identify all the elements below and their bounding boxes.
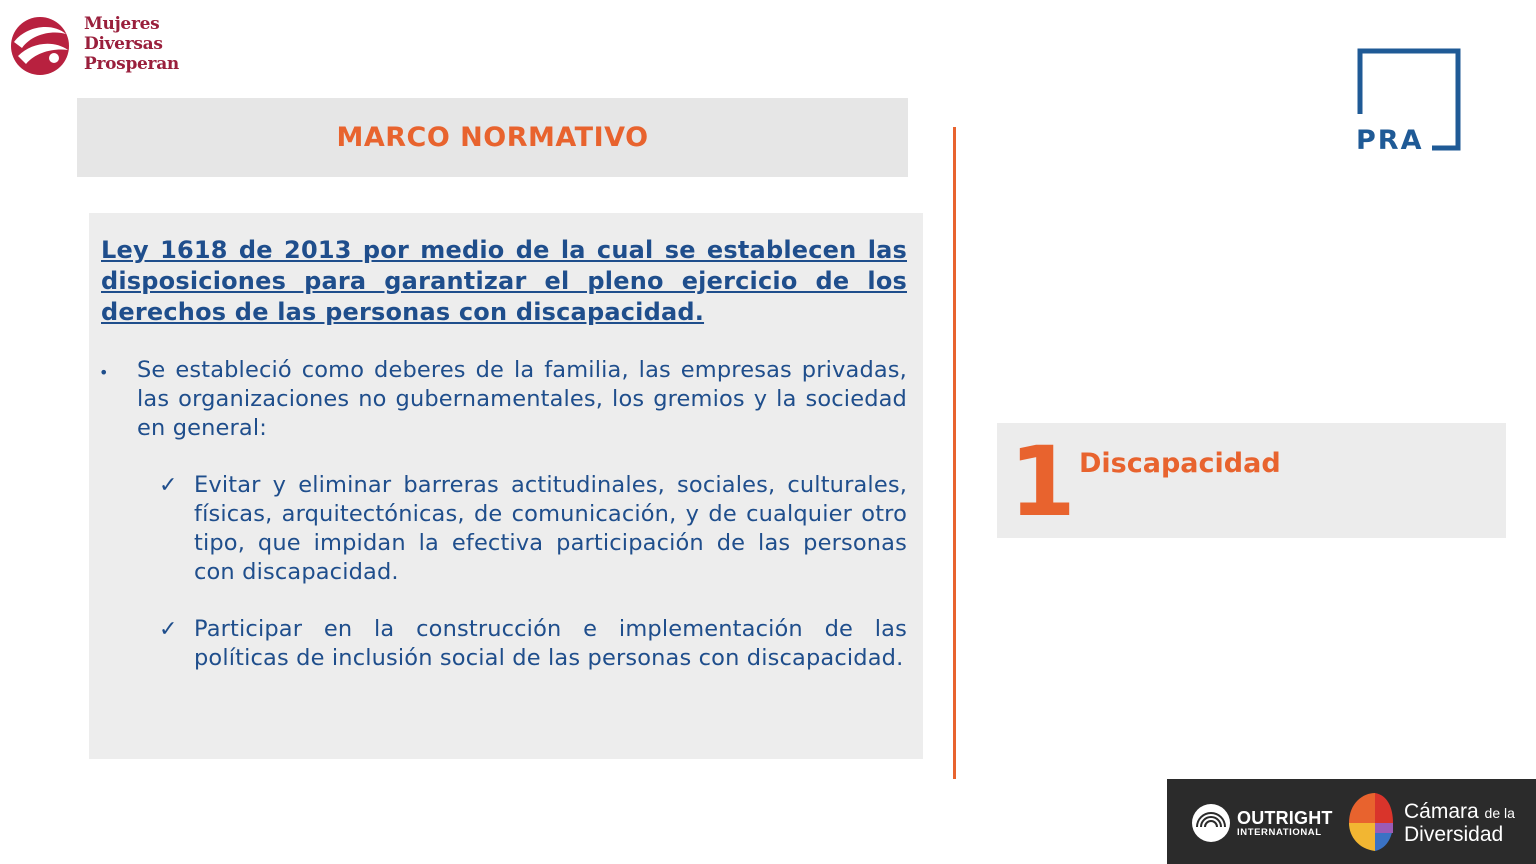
content-box	[89, 213, 923, 759]
checkmark-icon: ✓	[159, 617, 178, 642]
logo-line-mujeres: Mujeres	[84, 14, 160, 34]
topic-number: 1	[1009, 426, 1076, 538]
outright-logo-text	[1237, 809, 1333, 839]
pra-logo	[1356, 48, 1462, 152]
mujeres-diversas-prosperan-logo	[8, 12, 198, 82]
topic-card	[997, 423, 1506, 538]
partner-logos-footer	[1167, 779, 1536, 864]
bullet-paragraph: Se estableció como deberes de la familia, las empresas privadas, las organizaciones no gubernamentales, los gremios y la sociedad en general:	[137, 357, 907, 441]
camara-diversidad-icon	[1345, 789, 1397, 855]
topic-label: Discapacidad	[1079, 448, 1281, 479]
outright-rainbow-icon	[1191, 803, 1231, 843]
logo-line-prosperan: Prosperan	[84, 54, 179, 74]
camara-diversidad-text	[1404, 801, 1515, 846]
pra-logo-text: PRA	[1356, 125, 1424, 152]
vertical-divider	[953, 127, 956, 779]
camara-word: Cámara	[1404, 800, 1479, 823]
check-item-1: Evitar y eliminar barreras actitudinales, sociales, culturales, físicas, arquitectónicas, de comunicación, y de cualquier otro tipo, que impidan la efectiva participación de las personas con discapacidad.	[194, 472, 907, 585]
diversidad-word: Diversidad	[1404, 823, 1504, 846]
section-title: MARCO NORMATIVO	[336, 122, 649, 153]
law-title: Ley 1618 de 2013 por medio de la cual se establecen las disposiciones para garantizar el pleno ejercicio de los derechos de las personas con discapacidad.	[101, 236, 907, 326]
de-la-word: de la	[1484, 805, 1515, 821]
check-item-2: Participar en la construcción e implementación de las políticas de inclusión social de las personas con discapacidad.	[194, 616, 907, 671]
outright-word: OUTRIGHT	[1237, 808, 1333, 828]
section-banner	[77, 98, 908, 177]
bullet-dot-icon: •	[99, 363, 109, 382]
logo-line-diversas: Diversas	[84, 34, 163, 54]
international-word: INTERNATIONAL	[1237, 827, 1322, 838]
checkmark-icon: ✓	[159, 473, 178, 498]
mdp-swirl-icon	[8, 12, 74, 78]
